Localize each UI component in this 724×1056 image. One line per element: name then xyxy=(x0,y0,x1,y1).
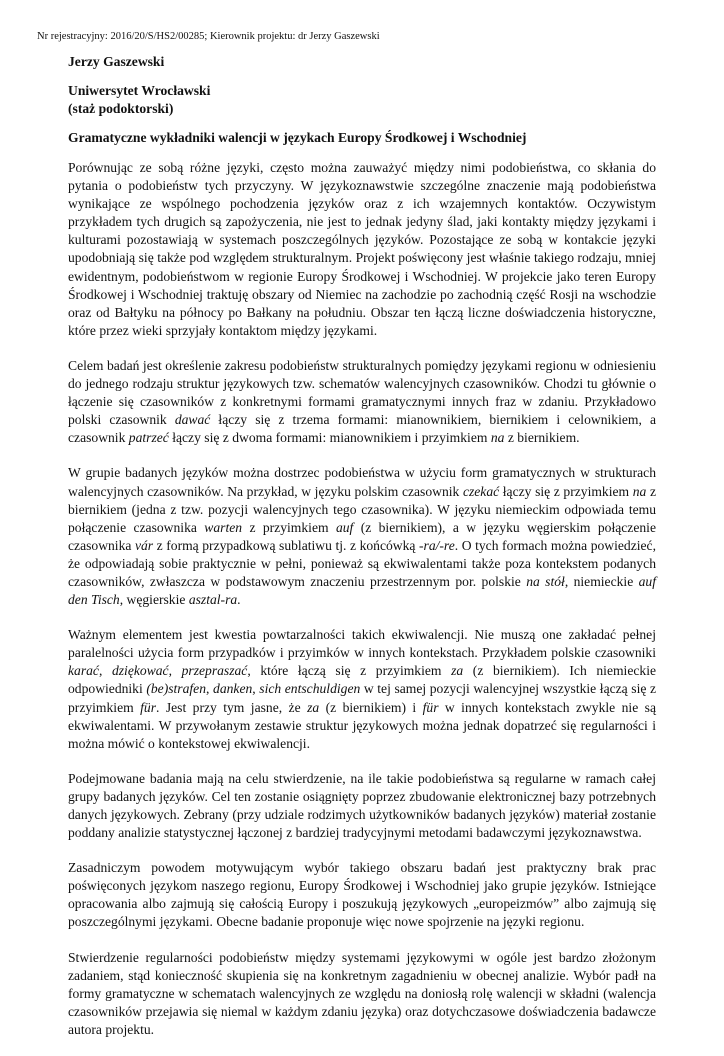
paragraph-2-italic: dawać xyxy=(174,412,211,428)
paragraph-1: Porównując ze sobą różne języki, często można zauważyć między nimi podobieństwa, co skłania do pytania o podobieństw tych przyczyny. W językoznawstwie szczególne znaczenie mają podobieństwa wynikające ze wspólnego pochodzenia języków oraz z ich wzajemnych kontaktów. Oczywistym przykładem tych drugich są zapożyczenia, nie jest to jednak jedyny ślad, jaki kontakty między językami i kulturami pozostawiają w systemach poszczególnych języków. Pozostające ze sobą w kontakcie języki upodobniają się także pod względem strukturalnym. Projekt poświęcony jest właśnie takiego rodzaju, mniej ewidentnym, podobieństwom w regionie Europy Środkowej i Wschodniej. W projekcie jako teren Europy Środkowej i Wschodniej traktuję obszary od Niemiec na zachodzie po zachodnią część Rosji na wschodzie oraz od Bałtyku na północy po Bałkany na południu. Obszar ten łączą liczne doświadczenia historyczne, które przez wieki sprzyjały kontaktom między językami. xyxy=(68,160,656,338)
document-body xyxy=(68,53,656,1056)
paragraph-3-text: z formą przypadkową sublatiwu tj. z końcówką xyxy=(153,537,419,553)
paragraph-4-italic: für xyxy=(422,699,439,715)
paragraph-4-italic: sich entschuldigen xyxy=(259,681,361,697)
paragraph-4-italic: (be)strafen xyxy=(146,681,207,697)
paragraph-2-text: łączy się z dwoma formami: mianownikiem i przyimkiem xyxy=(168,430,491,446)
paragraph-3-text: , niemieckie xyxy=(564,573,639,589)
paragraph-3-text: łączy się z przyimkiem xyxy=(499,483,633,499)
paragraph-3-italic: auf den Tisch xyxy=(68,573,656,608)
paragraph-3-text: z biernikiem (jedna z tzw. pozycji walencyjnych tego czasownika). W języku niemieckim odpowiada temu połączenie czasownika xyxy=(68,483,656,535)
registration-header: Nr rejestracyjny: 2016/20/S/HS2/00285; Kierownik projektu: dr Jerzy Gaszewski xyxy=(37,31,380,42)
paragraph-4-italic: przepraszać xyxy=(181,663,248,679)
paragraph-2-text: łączy się z trzema formami: mianownikiem, biernikiem i celownikiem, a czasownik xyxy=(68,412,656,446)
paragraph-3-italic: warten xyxy=(204,519,243,535)
paragraph-4-text: w tej samej pozycji walencyjnej wszystkie łączą się z przyimkiem xyxy=(68,681,657,715)
paragraph-4-text: w innych kontekstach zwykle nie są ekwiwalentami. W przywołanym zestawie struktur językowych można jednak dopatrzeć się regularności i można mówić o kontekstowej ekwiwalencji. xyxy=(68,699,656,751)
paragraph-3-italic: na stół xyxy=(526,573,565,589)
paragraph-3-text: . O tych formach można powiedzieć, że odpowiadają sobie praktycznie w pełni, ponieważ są ekwiwalentami także poza kontekstem podanych czasowników, zwłaszcza w podstawowym znaczeniu przestrzennym por. polskie xyxy=(68,537,656,589)
affiliation-university: Uniwersytet Wrocławski xyxy=(68,83,211,98)
paragraph-4-italic: dziękować xyxy=(111,663,169,679)
paragraph-7: Stwierdzenie regularności podobieństw między systemami językowymi w ogóle jest bardzo złożonym zadaniem, stąd konieczność skupienia się na konkretnym zagadnieniu w obecnej analizie. Wybór padł na formy gramatyczne w schematach walencyjnych ze względu na doniosłą rolę walencji w składni (walencja czasowników przejawia się niemal w każdym zdaniu języka) oraz dotychczasowe doświadczenia badawcze autora projektu. xyxy=(68,949,656,1037)
paragraph-4-italic: danken xyxy=(213,681,253,697)
paragraph-2-text: Celem badań jest określenie zakresu podobieństw strukturalnych pomiędzy językami regionu w odniesieniu do jednego rodzaju struktur językowych tzw. schematów walencyjnych czasowników. Chodzi tu głównie o łączenie się czasowników z konkretnymi formami gramatycznymi innych fraz w zdaniu. Przykładowo polski czasownik xyxy=(68,357,656,428)
paragraph-2 xyxy=(68,357,656,447)
author-name: Jerzy Gaszewski xyxy=(68,54,165,69)
paragraph-3-text: (z biernikiem), a w języku węgierskim połączenie czasownika xyxy=(68,519,656,553)
paragraph-4-text: (z biernikiem). Ich niemieckie odpowiedniki xyxy=(68,663,657,697)
paragraph-3-italic: na xyxy=(632,483,647,499)
paragraph-3-italic: asztal-ra xyxy=(188,592,238,608)
paragraph-2-text: z biernikiem. xyxy=(504,430,580,446)
document-title: Gramatyczne wykładniki walencji w językach Europy Środkowej i Wschodniej xyxy=(68,130,527,145)
affiliation-position: (staż podoktorski) xyxy=(68,101,174,116)
paragraph-2-italic: na xyxy=(490,430,505,446)
paragraph-3-italic: -ra/-re xyxy=(419,537,455,553)
paragraph-4-text: Ważnym elementem jest kwestia powtarzalności takich ekwiwalencji. Nie muszą one zakładać pełnej paralelności użycia form przypadków i przyimków w innych kontekstach. Przykładem polskie czasowniki xyxy=(68,627,656,661)
paragraph-4-text: , xyxy=(206,681,214,697)
paragraph-4-text: , xyxy=(252,681,260,697)
paragraph-4-text: . Jest przy tym jasne, że xyxy=(156,699,308,715)
paragraph-3 xyxy=(68,464,656,609)
paragraph-6: Zasadniczym powodem motywującym wybór takiego obszaru badań jest praktyczny brak prac poświęconych językom naszego regionu, Europy Środkowej i Wschodniej jako grupie języków. Istniejące opracowania albo zajmują się całością Europy i poszukują językowych „europeizmów” albo zajmują się poszczególnymi językami. Obecne badanie proponuje więc nowe spojrzenie na języki regionu. xyxy=(68,860,656,930)
paragraph-4-text: , xyxy=(168,663,182,679)
paragraph-4-italic: für xyxy=(140,699,156,715)
paragraph-4 xyxy=(68,626,656,753)
paragraph-4-italic: za xyxy=(307,699,320,715)
paragraph-3-text: . xyxy=(237,592,241,608)
paragraph-4-italic: karać xyxy=(68,663,99,679)
paragraph-3-italic: vár xyxy=(134,537,154,553)
paragraph-4-text: , xyxy=(98,663,112,679)
paragraph-3-italic: auf xyxy=(335,519,354,535)
paragraph-3-italic: czekać xyxy=(462,483,500,499)
paragraph-3-text: , węgierskie xyxy=(119,592,189,608)
paragraph-4-text: , które łączą się z przyimkiem xyxy=(247,663,452,679)
paragraph-3-text: z przyimkiem xyxy=(242,519,336,535)
paragraph-5: Podejmowane badania mają na celu stwierdzenie, na ile takie podobieństwa są regularne w ramach całej grupy badanych języków. Cel ten zostanie osiągnięty poprzez zbudowanie elektronicznej bazy potrzebnych danych językowych. Zebrany (przy udziale rodzimych użytkowników badanych języków) materiał zostanie poddany analizie statystycznej łączonej z bardziej tradycyjnymi metodami badawczymi językoznawstwa. xyxy=(68,770,656,841)
paragraph-3-text: W grupie badanych języków można dostrzec podobieństwa w użyciu form gramatycznych w strukturach walencyjnych czasowników. Na przykład, w języku polskim czasownik xyxy=(68,465,656,499)
paragraph-4-italic: za xyxy=(451,663,464,679)
paragraph-4-text: (z biernikiem) i xyxy=(319,699,423,715)
paragraph-2-italic: patrzeć xyxy=(128,430,169,446)
